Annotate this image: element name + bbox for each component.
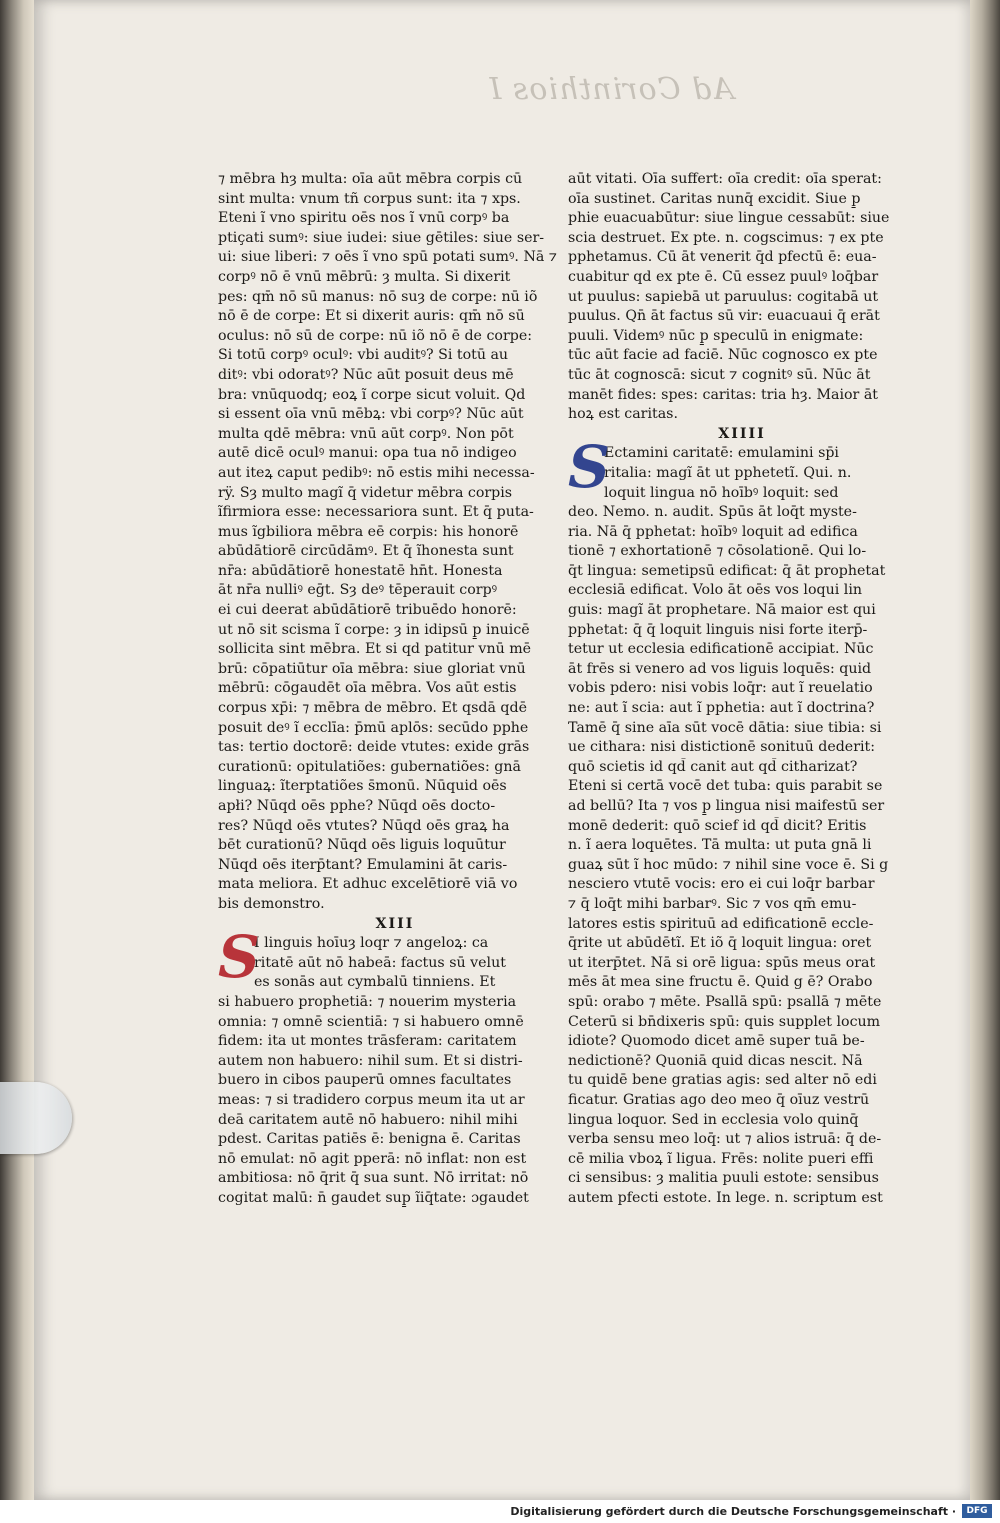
text-line: quō scietis id qd̄ canit aut qd̄ citharizat? xyxy=(568,758,858,775)
text-line: cē milia vboꝝ ĩ ligua. Frēs: nolite pueri effi xyxy=(568,1150,874,1167)
text-line: Ceterū si bn̄dixeris spū: quis supplet locum xyxy=(568,1013,881,1030)
text-line: āt nr̄a nulliꝰ eḡt. Sȝ deꝰ tēperauit corpꝰ xyxy=(218,582,498,599)
text-line: pphetamus. Cū āt venerit q̄d pfectū ē: eua- xyxy=(568,249,877,266)
text-line: ficatur. Gratias ago deo meo q̄ oīuz vestrū xyxy=(568,1091,870,1108)
rubricated-initial-blue: S xyxy=(568,433,610,502)
left-text-column xyxy=(218,170,572,1208)
text-line: bra: vnūquodq; eoꝝ ĩ corpe sicut voluit. Qd xyxy=(218,386,526,403)
text-line: si habuero prophetiā: ⁊ nouerim mysteria xyxy=(218,993,517,1010)
text-line: pes: qm̄ nō sū manus: nō suȝ de corpe: nū iõ xyxy=(218,288,538,305)
text-line: rÿ. Sȝ multo magĩ q̄ videtur mēbra corpis xyxy=(218,484,513,501)
text-line: ambitiosa: nō q̄rit q̄ sua sunt. Nō irritat: nō xyxy=(218,1170,529,1187)
text-line: es sonās aut cymbalū tinniens. Et xyxy=(254,974,496,991)
text-line: ⁊ q̄ loq̄t mihi barbarꝰ. Sic ⁊ vos qm̄ emu- xyxy=(568,895,857,912)
text-line: q̄t lingua: semetipsū edificat: q̄ āt prophetat xyxy=(568,562,886,579)
text-line: tas: tertio doctorē: deide vtutes: exide grās xyxy=(218,739,530,756)
text-line: Tamē q̄ sine aīa sūt vocē dātia: siue tibia: si xyxy=(568,719,882,736)
text-line: ⁊ mēbra hȝ multa: oīa aūt mēbra corpis cū xyxy=(218,171,523,187)
text-line: ne: aut ĩ scia: aut ĩ pphetia: aut ĩ doctrina? xyxy=(568,700,875,717)
text-line: corpꝰ nō ē vnū mēbrū: ȝ multa. Si dixerit xyxy=(218,268,511,285)
text-line: ritatē aūt nō habeā: factus sū velut xyxy=(254,954,506,971)
text-line: mata meliora. Et adhuc excelētiorē viā vo xyxy=(218,876,518,893)
text-line: guaꝝ sūt ĩ hoc mūdo: ⁊ nihil sine voce ē. Si g xyxy=(568,856,889,873)
text-line: hoꝝ est caritas. xyxy=(568,406,678,423)
text-line: ut iterp̄tet. Nā si orē ligua: spūs meus orat xyxy=(568,954,876,971)
text-line: res? Nūqd oēs vtutes? Nūqd oēs graꝝ ha xyxy=(218,817,510,834)
text-line: spū: orabo ⁊ mēte. Psallā spū: psallā ⁊ mēte xyxy=(568,993,882,1010)
text-line: aut iteꝝ caput pedibꝰ: nō estis mihi necessa- xyxy=(218,464,535,481)
text-line: puulus. Qn̄ āt factus sū vir: euacuaui q̄ erāt xyxy=(568,308,880,325)
text-line: sollicita sint mēbra. Et si qd patitur vnū mē xyxy=(218,641,532,658)
text-line: abūdātiorē circūdāmꝰ. Et q̄ ĩhonesta sunt xyxy=(218,543,514,560)
text-line: multa qdē mēbra: vnū aūt corpꝰ. Non pōt xyxy=(218,425,514,442)
text-line: ut nō sit scisma ĩ corpe: ȝ in idipsū p̱ inuicē xyxy=(218,621,530,638)
text-line: tūc āt cognoscā: sicut ⁊ cognitꝰ sū. Nūc āt xyxy=(568,366,871,383)
manuscript-page xyxy=(34,0,970,1500)
text-line: Eteni ĩ vno spiritu oēs nos ĩ vnū corpꝰ ba xyxy=(218,210,510,227)
text-line: pphetat: q̄ q̄ loquit linguis nisi forte iterp̄- xyxy=(568,621,868,638)
text-line: autem non habuero: nihil sum. Et si distri- xyxy=(218,1052,523,1069)
text-line: linguaꝝ: ĩterptatiões s̄monū. Nūquid oēs xyxy=(218,778,507,795)
text-line: autē dicē oculꝰ manui: opa tua nō indigeo xyxy=(218,445,517,462)
text-line: mēbrū: cōgaudēt oīa mēbra. Vos aūt estis xyxy=(218,680,517,697)
text-line: nō emulat: nō agit pperā: nō inflat: non est xyxy=(218,1150,527,1167)
text-line: monē dederit: quō scief id qd̄ dicit? Eritis xyxy=(568,817,867,834)
text-line: bēt curationū? Nūqd oēs liguis loquūtur xyxy=(218,837,506,854)
text-line: vobis pdero: nisi vobis loq̄r: aut ĩ reuelatio xyxy=(568,680,873,697)
left-column-text-bottom xyxy=(218,993,572,1209)
chapter-numeral-xiiii: XIIII xyxy=(718,425,766,442)
text-line: bis demonstro. xyxy=(218,895,325,912)
text-line: scia destruet. Ex pte. n. cogscimus: ⁊ ex pte xyxy=(568,229,884,246)
text-line: ditꝰ: vbi odoratꝰ? Nūc aūt posuit deus mē xyxy=(218,366,514,383)
rubricated-initial-red: S xyxy=(218,923,260,992)
digitization-footer xyxy=(0,1500,1000,1523)
text-line: ĩfirmiora esse: necessariora sunt. Et q̄ puta- xyxy=(218,504,534,521)
text-line: ut puulus: sapiebā ut paruulus: cogitabā ut xyxy=(568,288,879,305)
text-line: cuabitur qd ex pte ē. Cū essez puulꝰ loq̄bar xyxy=(568,268,879,285)
text-line: tūc aūt facie ad faciē. Nūc cognosco ex pte xyxy=(568,347,878,364)
text-line: tionē ⁊ exhortationē ⁊ cōsolationē. Qui lo- xyxy=(568,543,867,560)
text-line: nō ē de corpe: Et si dixerit auris: qm̄ nō sū xyxy=(218,308,525,325)
left-column-text-top xyxy=(218,170,572,915)
text-line: deo. Nemo. n. audit. Spūs āt loq̄t myste- xyxy=(568,504,857,521)
text-line: lingua loquor. Sed in ecclesia volo quinq̄ xyxy=(568,1111,859,1128)
text-line: ecclesiā edificat. Volo āt oēs vos loqui lin xyxy=(568,582,862,599)
running-head-showthrough: Ad Corinthios I xyxy=(488,72,734,107)
text-line: corpus xp̄i: ⁊ mēbra de mēbro. Et qsdā qdē xyxy=(218,700,527,717)
right-column-text-top xyxy=(568,170,916,425)
text-line: puuli. Videmꝰ nūc p̱ speculū in enigmate: xyxy=(568,327,864,344)
page-clip xyxy=(0,1082,72,1154)
text-line: Nūqd oēs iterp̄tant? Emulamini āt caris- xyxy=(218,856,508,873)
text-line: ria. Nā q̄ pphetat: hoībꝰ loquit ad edifica xyxy=(568,523,858,540)
text-line: ui: siue liberi: ⁊ oēs ĩ vno spū potati sumꝰ. Nā ⁊ xyxy=(218,249,557,266)
text-line: aūt vitati. Oīa suffert: oīa credit: oīa sperat: xyxy=(568,171,882,187)
text-line: oīa sustinet. Caritas nunq̄ excidit. Siue p̱ xyxy=(568,190,861,207)
text-line: verba sensu meo loq̄: ut ⁊ alios istruā: q̄ de- xyxy=(568,1131,882,1148)
text-line: tu quidē bene gratias agis: sed alter nō edi xyxy=(568,1072,877,1089)
text-line: sint multa: vnum tñ corpus sunt: ita ⁊ xps. xyxy=(218,190,521,207)
text-line: mēs āt mea sine fructu ē. Quid g ē? Orabo xyxy=(568,974,873,991)
text-line: brū: cōpatiūtur oīa mēbra: siue gloriat vnū xyxy=(218,660,526,677)
text-line: phie euacuabūtur: siue lingue cessabūt: siue xyxy=(568,210,890,227)
text-line: ei cui deerat abūdātiorē tribuēdo honorē: xyxy=(218,602,517,619)
text-line: mus ĩgbiliora mēbra eē corpis: his honorē xyxy=(218,523,519,540)
text-line: āt frēs si venero ad vos liguis loquēs: quid xyxy=(568,660,872,677)
text-line: autem pfecti estote. In lege. n. scriptum est xyxy=(568,1189,883,1206)
text-line: Ectamini caritatē: emulamini sp̄i xyxy=(604,445,839,462)
text-line: n. ĩ aera loquētes. Tā multa: ut puta gnā li xyxy=(568,837,872,854)
text-line: si essent oīa vnū mēbꝝ: vbi corpꝰ? Nūc aūt xyxy=(218,406,524,423)
text-line: meas: ⁊ si tradidero corpus meum ita ut ar xyxy=(218,1091,525,1108)
text-line: I linguis hoīuȝ loqr ⁊ angeloꝝ: ca xyxy=(254,935,489,952)
text-line: latores estis spirituū ad edificationē eccle- xyxy=(568,915,874,932)
text-line: q̄rite ut abūdētĩ. Et iõ q̄ loquit lingua: oret xyxy=(568,935,872,952)
footer-credit: Digitalisierung gefördert durch die Deutsche Forschungsgemeinschaft · xyxy=(510,1505,956,1518)
text-line: pdest. Caritas patiēs ē: benigna ē. Caritas xyxy=(218,1131,521,1148)
text-line: ptiçati sumꝰ: siue iudei: siue gētiles: siue ser- xyxy=(218,229,545,246)
text-line: deā caritatem autē nō habuero: nihil mihi xyxy=(218,1111,518,1128)
text-line: ci sensibus: ȝ malitia puuli estote: sensibus xyxy=(568,1170,879,1187)
text-line: nesciero vtutē vocis: ero ei cui loq̄r barbar xyxy=(568,876,875,893)
text-line: apłi? Nūqd oēs pphe? Nūqd oēs docto- xyxy=(218,798,496,814)
right-column-text-bottom xyxy=(568,503,916,1208)
text-line: ad bellū? Ita ⁊ vos p̱ lingua nisi maifestū ser xyxy=(568,798,885,814)
text-line: ue cithara: nisi distictionē sonituū dederit: xyxy=(568,739,876,756)
text-line: fidem: ita ut montes trāsferam: caritatem xyxy=(218,1033,517,1050)
text-line: tetur ut ecclesia edificationē accipiat. Nūc xyxy=(568,641,874,658)
text-line: Eteni si certā vocē det tuba: quis parabit se xyxy=(568,778,883,795)
text-line: cogitat malū: n̄ gaudet sup̱ ĩiq̄tate: ɔgaudet xyxy=(218,1189,529,1206)
text-line: idiote? Quomodo dicet amē super tuā be- xyxy=(568,1033,865,1050)
text-line: curationū: opitulatiões: gubernatiões: gnā xyxy=(218,758,521,775)
text-line: Si totū corpꝰ oculꝰ: vbi auditꝰ? Si totū au xyxy=(218,347,509,364)
text-line: ritalia: magĩ āt ut pphetetĩ. Qui. n. xyxy=(604,464,852,481)
text-line: nr̄a: abūdātiorē honestatē hn̄t. Honesta xyxy=(218,562,503,579)
text-line: manēt fides: spes: caritas: tria hȝ. Maior āt xyxy=(568,386,879,403)
chapter-numeral-xiii: XIII xyxy=(375,915,415,932)
dfg-logo: DFG xyxy=(962,1504,992,1518)
text-line: posuit deꝰ ĩ ecclīa: p̄mū aplōs: secūdo pphe xyxy=(218,719,529,736)
left-column-chapter-opening xyxy=(218,934,572,993)
book-edge-left xyxy=(0,0,34,1500)
text-line: guis: magĩ āt prophetare. Nā maior est qui xyxy=(568,602,876,619)
text-line: nedictionē? Quoniā quid dicas nescit. Nā xyxy=(568,1052,863,1069)
right-text-column xyxy=(568,170,916,1208)
text-line: oculus: nō sū de corpe: nū iõ nō ē de corpe: xyxy=(218,327,532,344)
text-line: omnia: ⁊ omnē scientiā: ⁊ si habuero omnē xyxy=(218,1013,524,1030)
text-line: buero in cibos pauperū omnes facultates xyxy=(218,1072,512,1089)
right-column-chapter-opening xyxy=(568,444,916,503)
book-edge-right xyxy=(970,0,1000,1500)
text-line: loquit lingua nō hoībꝰ loquit: sed xyxy=(604,484,839,501)
